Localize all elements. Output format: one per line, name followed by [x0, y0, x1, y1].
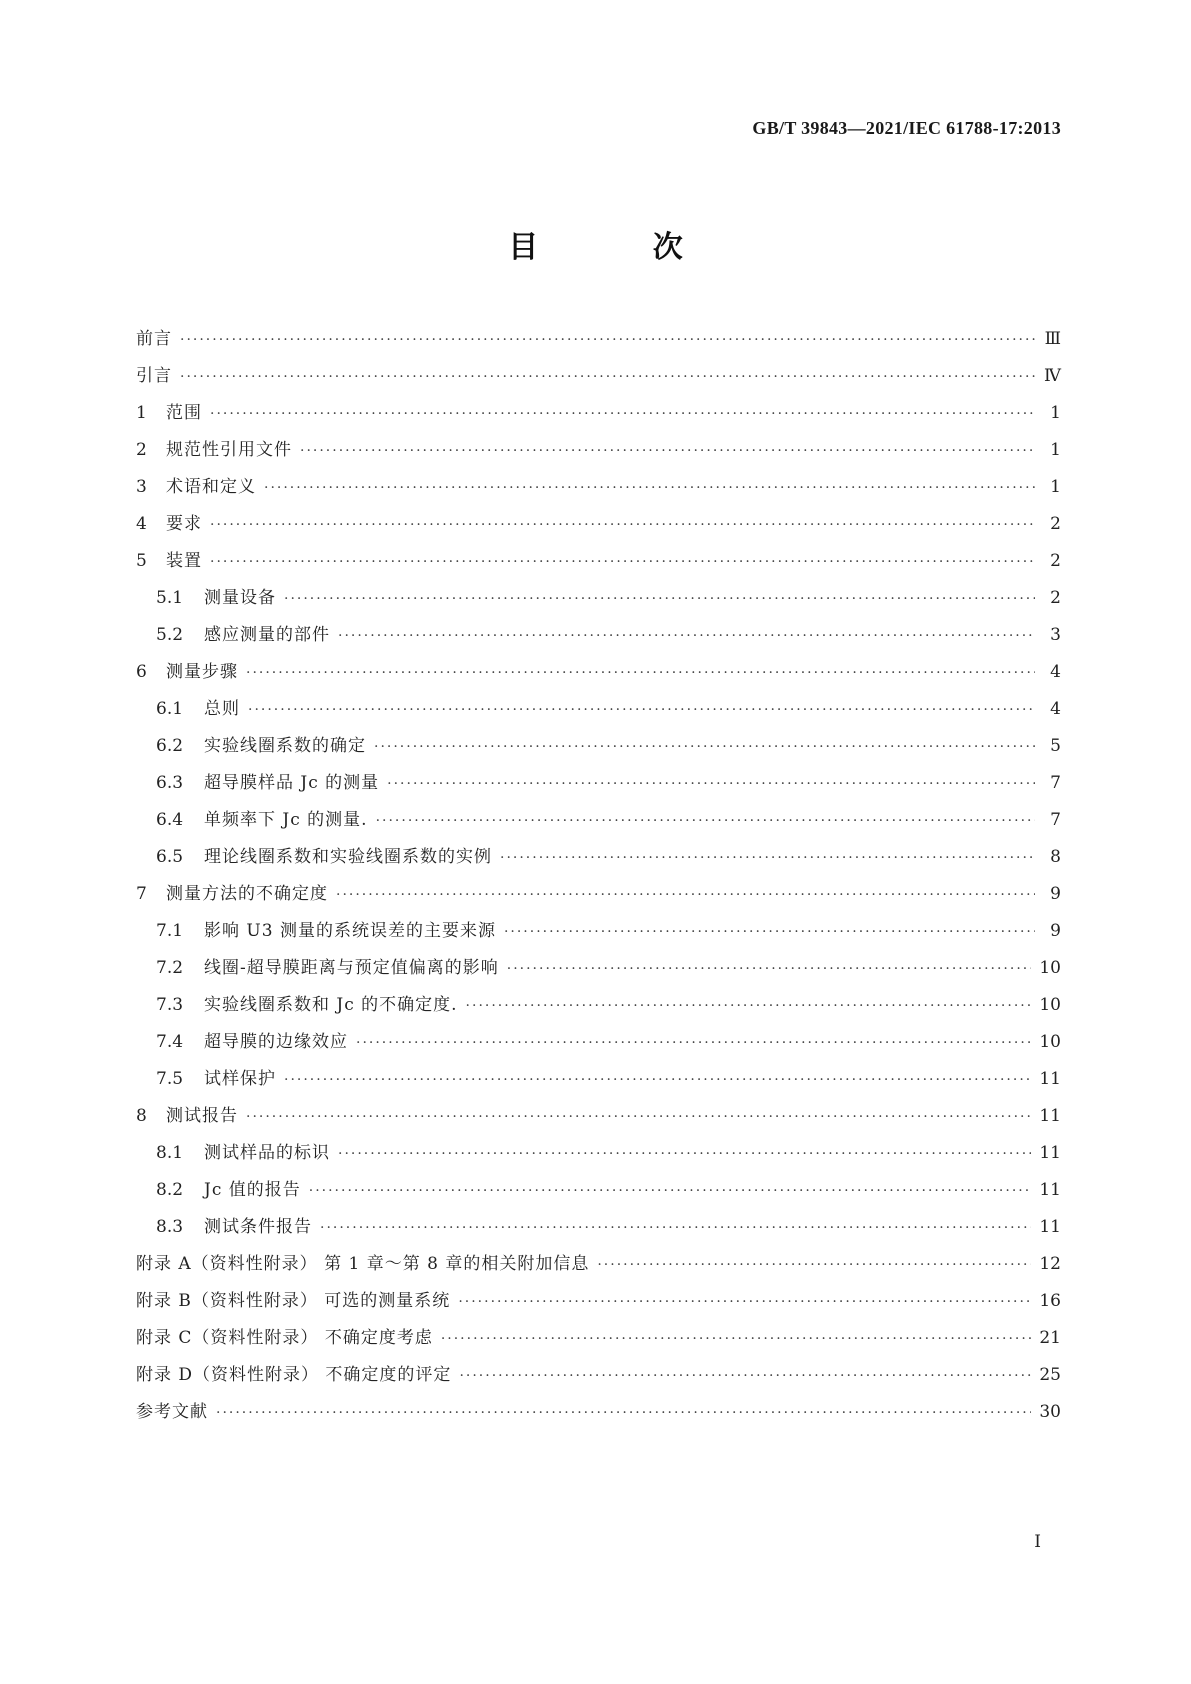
- toc-entry-number: 6.5: [156, 847, 184, 867]
- page-title: 目 次: [508, 230, 735, 265]
- dot-leader: [376, 813, 1035, 829]
- toc-entry-title: 附录 B（资料性附录） 可选的测量系统: [136, 1291, 451, 1311]
- dot-leader: [458, 1294, 1031, 1310]
- toc-entry-title: 超导膜的边缘效应: [204, 1032, 348, 1052]
- toc-entry-title: 测量设备: [204, 588, 276, 608]
- toc-entry-number: 7.1: [156, 921, 184, 941]
- dot-leader: [441, 1331, 1032, 1347]
- toc-entry-title: 规范性引用文件: [166, 440, 292, 460]
- dot-leader: [210, 406, 1035, 422]
- toc-entry-title: 装置: [166, 551, 202, 571]
- toc-entry-page: 11: [1039, 1217, 1061, 1237]
- toc-entry-page: 9: [1050, 884, 1061, 904]
- toc-entry[interactable]: [136, 768, 1061, 805]
- page-number: I: [1034, 1532, 1041, 1552]
- standard-code: GB/T 39843—2021/IEC 61788-17:2013: [752, 118, 1061, 138]
- toc-entry[interactable]: [136, 583, 1061, 620]
- dot-leader: [387, 776, 1035, 792]
- toc-entry-page: 2: [1050, 551, 1061, 571]
- toc-entry-title: 单频率下 Jc 的测量.: [204, 810, 368, 830]
- toc-entry-title: 要求: [166, 514, 202, 534]
- dot-leader: [504, 924, 1035, 940]
- dot-leader: [374, 739, 1035, 755]
- toc-entry-page: 11: [1039, 1143, 1061, 1163]
- dot-leader: [216, 1405, 1031, 1421]
- toc-entry-page: 11: [1039, 1069, 1061, 1089]
- toc-entry[interactable]: [136, 657, 1061, 694]
- toc-entry-page: 10: [1039, 995, 1061, 1015]
- toc-entry-title: 测试条件报告: [204, 1217, 312, 1237]
- toc-entry[interactable]: [136, 324, 1061, 361]
- toc-entry-page: 8: [1050, 847, 1061, 867]
- toc-entry[interactable]: [136, 842, 1061, 879]
- toc-entry[interactable]: [136, 1027, 1061, 1064]
- dot-leader: [500, 850, 1035, 866]
- dot-leader: [180, 369, 1035, 385]
- toc-entry-number: 5.1: [156, 588, 184, 608]
- toc-entry-page: 30: [1039, 1402, 1061, 1422]
- toc-entry[interactable]: [136, 1101, 1061, 1138]
- toc-entry-page: 25: [1039, 1365, 1061, 1385]
- toc-entry-page: 7: [1050, 810, 1061, 830]
- toc-entry-number: 2: [136, 440, 147, 460]
- dot-leader: [507, 961, 1032, 977]
- toc-entry-number: 6.3: [156, 773, 184, 793]
- toc-entry-page: 21: [1039, 1328, 1061, 1348]
- toc-entry[interactable]: [136, 361, 1061, 398]
- toc-entry-number: 8.3: [156, 1217, 184, 1237]
- toc-entry[interactable]: [136, 731, 1061, 768]
- toc-entry-title: 测量方法的不确定度: [166, 884, 328, 904]
- toc-entry-title: 实验线圈系数的确定: [204, 736, 366, 756]
- toc-entry-page: 4: [1050, 662, 1061, 682]
- toc-entry-title: 超导膜样品 Jc 的测量: [204, 773, 380, 793]
- dot-leader: [284, 591, 1035, 607]
- dot-leader: [356, 1035, 1031, 1051]
- toc-entry[interactable]: [136, 916, 1061, 953]
- dot-leader: [338, 628, 1035, 644]
- toc-entry-title: 范围: [166, 403, 202, 423]
- toc-entry-number: 8: [136, 1106, 147, 1126]
- toc-entry[interactable]: [136, 509, 1061, 546]
- toc-entry-page: 11: [1039, 1180, 1061, 1200]
- toc-entry[interactable]: [136, 694, 1061, 731]
- toc-entry[interactable]: [136, 990, 1061, 1027]
- toc-entry-title: 引言: [136, 366, 172, 386]
- toc-entry-page: 10: [1039, 1032, 1061, 1052]
- toc-entry-number: 4: [136, 514, 147, 534]
- toc-entry[interactable]: [136, 1397, 1061, 1434]
- toc-entry-title: 理论线圈系数和实验线圈系数的实例: [204, 847, 492, 867]
- toc-entry[interactable]: [136, 1360, 1061, 1397]
- toc-entry-number: 6.4: [156, 810, 184, 830]
- toc-entry-title: 测试样品的标识: [204, 1143, 330, 1163]
- dot-leader: [246, 1109, 1031, 1125]
- dot-leader: [300, 443, 1035, 459]
- toc-entry-page: 7: [1050, 773, 1061, 793]
- toc-entry-number: 7: [136, 884, 147, 904]
- toc-entry-title: 术语和定义: [166, 477, 256, 497]
- toc-entry-number: 7.2: [156, 958, 184, 978]
- toc-entry-page: 5: [1050, 736, 1061, 756]
- toc-entry-title: 试样保护: [204, 1069, 276, 1089]
- toc-entry-page: 1: [1050, 477, 1061, 497]
- dot-leader: [210, 554, 1035, 570]
- toc-entry[interactable]: [136, 1175, 1061, 1212]
- toc-entry-number: 8.1: [156, 1143, 184, 1163]
- toc-entry-number: 1: [136, 403, 147, 423]
- dot-leader: [248, 702, 1035, 718]
- toc-entry-title: 附录 C（资料性附录） 不确定度考虑: [136, 1328, 433, 1348]
- toc-entry-title: 测量步骤: [166, 662, 238, 682]
- toc-entry-title: 线圈-超导膜距离与预定值偏离的影响: [204, 958, 499, 978]
- toc-entry[interactable]: [136, 620, 1061, 657]
- toc-entry-page: 11: [1039, 1106, 1061, 1126]
- toc-entry-number: 8.2: [156, 1180, 184, 1200]
- toc-entry-number: 6.2: [156, 736, 184, 756]
- toc-entry-number: 5.2: [156, 625, 184, 645]
- toc-entry[interactable]: [136, 1286, 1061, 1323]
- toc-entry-title: 参考文献: [136, 1402, 208, 1422]
- toc-entry-page: Ⅲ: [1044, 329, 1061, 349]
- toc-entry-title: Jc 值的报告: [204, 1180, 301, 1200]
- toc-entry-page: 2: [1050, 514, 1061, 534]
- toc-entry-number: 6.1: [156, 699, 184, 719]
- toc-entry-title: 附录 D（资料性附录） 不确定度的评定: [136, 1365, 452, 1385]
- toc-entry[interactable]: [136, 546, 1061, 583]
- toc-entry[interactable]: [136, 953, 1061, 990]
- toc-entry[interactable]: [136, 1138, 1061, 1175]
- dot-leader: [320, 1220, 1031, 1236]
- dot-leader: [459, 1368, 1031, 1384]
- toc-entry-page: 12: [1039, 1254, 1061, 1274]
- toc-entry[interactable]: [136, 1064, 1061, 1101]
- toc-entry-page: Ⅳ: [1044, 366, 1061, 386]
- toc-entry[interactable]: [136, 398, 1061, 435]
- toc-entry-page: 10: [1039, 958, 1061, 978]
- toc-entry-page: 3: [1050, 625, 1061, 645]
- dot-leader: [284, 1072, 1031, 1088]
- toc-entry[interactable]: [136, 879, 1061, 916]
- dot-leader: [246, 665, 1035, 681]
- dot-leader: [597, 1257, 1031, 1273]
- toc-entry-number: 7.4: [156, 1032, 184, 1052]
- table-of-contents: [136, 324, 1061, 1434]
- toc-entry-title: 附录 A（资料性附录） 第 1 章～第 8 章的相关附加信息: [136, 1254, 590, 1274]
- dot-leader: [309, 1183, 1032, 1199]
- toc-entry-page: 1: [1050, 403, 1061, 423]
- toc-entry-title: 感应测量的部件: [204, 625, 330, 645]
- toc-entry-number: 3: [136, 477, 147, 497]
- toc-entry[interactable]: [136, 1212, 1061, 1249]
- toc-entry[interactable]: [136, 1323, 1061, 1360]
- toc-entry-page: 4: [1050, 699, 1061, 719]
- toc-entry-page: 9: [1050, 921, 1061, 941]
- toc-entry-title: 前言: [136, 329, 172, 349]
- dot-leader: [336, 887, 1035, 903]
- toc-entry[interactable]: [136, 435, 1061, 472]
- toc-entry-title: 实验线圈系数和 Jc 的不确定度.: [204, 995, 458, 1015]
- toc-entry[interactable]: [136, 1249, 1061, 1286]
- toc-entry-page: 2: [1050, 588, 1061, 608]
- toc-entry-title: 影响 U3 测量的系统误差的主要来源: [204, 921, 496, 941]
- toc-entry-page: 16: [1039, 1291, 1061, 1311]
- toc-entry[interactable]: [136, 805, 1061, 842]
- toc-entry-page: 1: [1050, 440, 1061, 460]
- toc-entry-title: 测试报告: [166, 1106, 238, 1126]
- dot-leader: [264, 480, 1035, 496]
- dot-leader: [180, 332, 1035, 348]
- dot-leader: [466, 998, 1032, 1014]
- dot-leader: [338, 1146, 1031, 1162]
- toc-entry-number: 7.5: [156, 1069, 184, 1089]
- toc-entry-number: 5: [136, 551, 147, 571]
- toc-entry-number: 6: [136, 662, 147, 682]
- dot-leader: [210, 517, 1035, 533]
- toc-entry-number: 7.3: [156, 995, 184, 1015]
- toc-entry-title: 总则: [204, 699, 240, 719]
- toc-entry[interactable]: [136, 472, 1061, 509]
